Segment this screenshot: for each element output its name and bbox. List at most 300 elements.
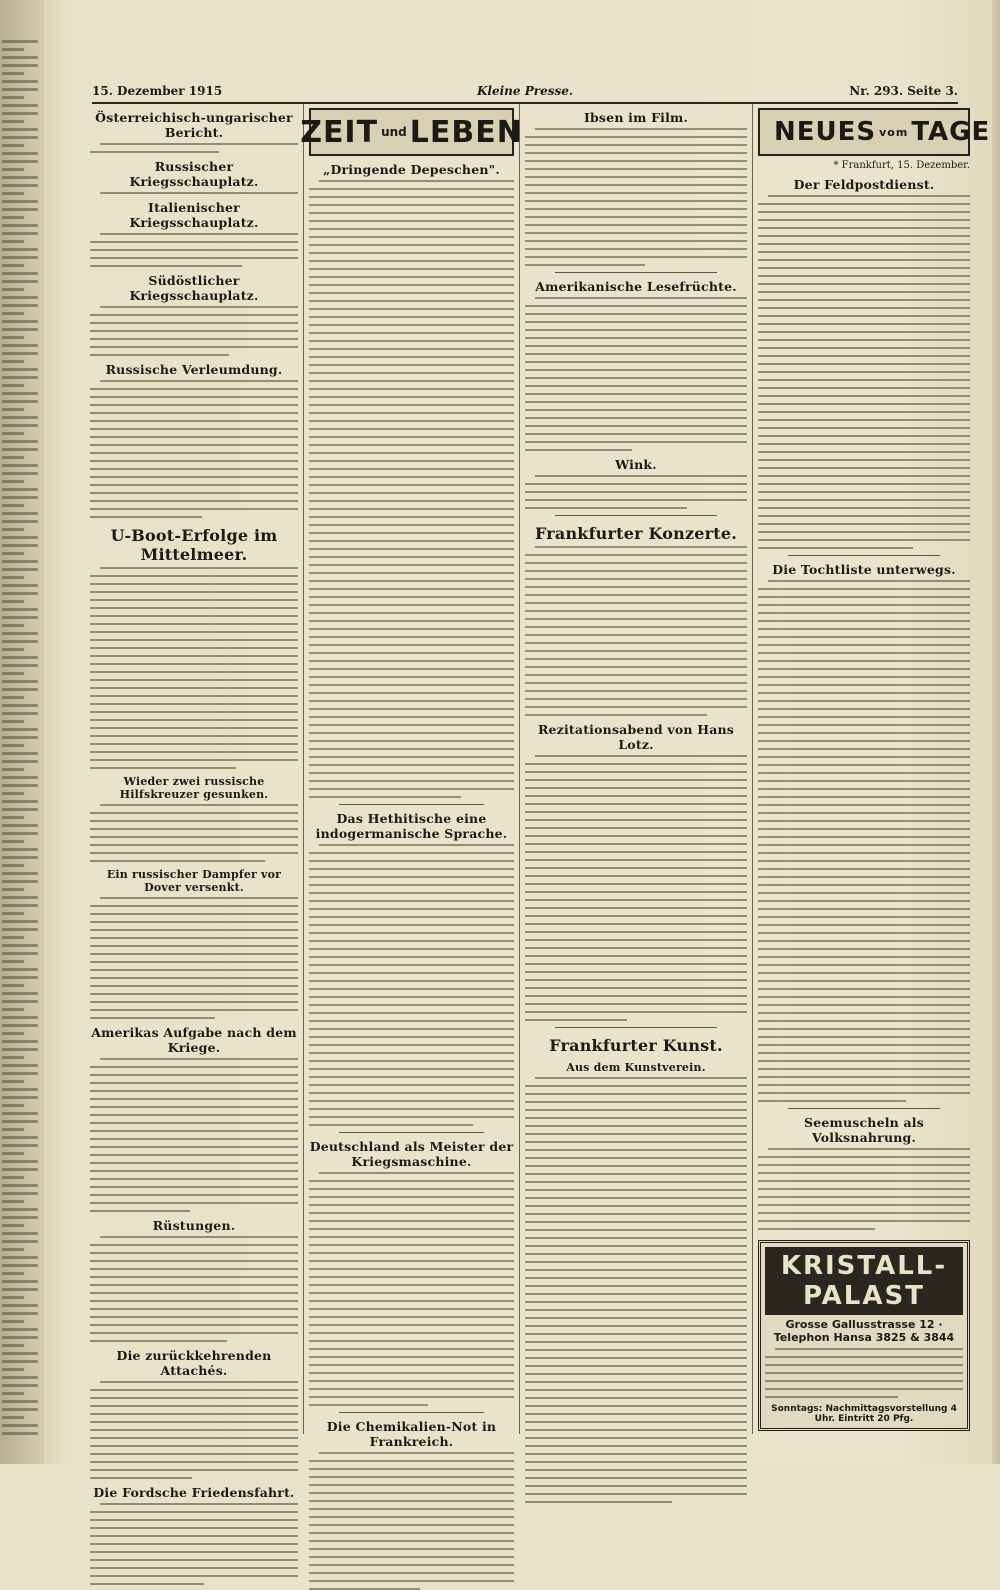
text-line [309, 876, 514, 878]
text-line [309, 852, 514, 854]
text-line [90, 703, 298, 705]
binding-text-fragment [2, 608, 38, 611]
binding-text-fragment [2, 1008, 24, 1011]
binding-text-fragment [2, 56, 38, 59]
text-line [90, 1098, 298, 1100]
text-line [309, 1012, 514, 1014]
text-line [525, 499, 747, 501]
page-edge [992, 0, 1000, 1464]
binding-edge [0, 0, 44, 1464]
text-line [525, 1133, 747, 1135]
text-line [525, 1485, 747, 1487]
binding-text-fragment [2, 664, 38, 667]
text-line [90, 647, 298, 649]
text-line [309, 892, 514, 894]
text-line [309, 1532, 514, 1534]
text-line [525, 417, 747, 419]
text-line [90, 1186, 298, 1188]
text-line [90, 1074, 298, 1076]
text-line [90, 985, 298, 987]
page-header [92, 86, 958, 104]
text-line [309, 916, 514, 918]
text-line [90, 639, 298, 641]
text-line [90, 1567, 298, 1569]
text-line [90, 812, 298, 814]
binding-text-fragment [2, 1360, 38, 1363]
binding-text-fragment [2, 1208, 38, 1211]
text-line [525, 449, 632, 451]
text-line [535, 297, 747, 299]
text-line [758, 411, 970, 413]
binding-text-fragment [2, 1128, 24, 1131]
headline: Deutschland als Meister der Kriegsmaschine. [309, 1139, 514, 1169]
text-line [309, 380, 514, 382]
text-line [90, 953, 298, 955]
text-line [525, 554, 747, 556]
binding-text-fragment [2, 1224, 24, 1227]
binding-text-fragment [2, 680, 38, 683]
binding-text-fragment [2, 1424, 38, 1427]
text-line [758, 820, 970, 822]
logo-word: TAGE [911, 117, 991, 147]
text-line [90, 1268, 298, 1270]
binding-text-fragment [2, 1072, 38, 1075]
binding-text-fragment [2, 1000, 38, 1003]
binding-text-fragment [2, 1096, 38, 1099]
text-line [758, 243, 970, 245]
text-line [309, 1516, 514, 1518]
binding-text-fragment [2, 728, 38, 731]
text-line [525, 507, 687, 509]
headline: Das Hethitische eine indogermanische Sprache. [315, 811, 508, 841]
text-line [758, 1188, 970, 1190]
text-line [758, 1036, 970, 1038]
text-line [90, 860, 265, 862]
text-line [758, 1164, 970, 1166]
text-line [758, 1156, 970, 1158]
text-line [758, 988, 970, 990]
text-line [525, 409, 747, 411]
text-line [90, 1340, 227, 1342]
text-line [758, 427, 970, 429]
text-line [309, 1460, 514, 1462]
article-body [525, 128, 747, 266]
text-line [309, 388, 514, 390]
text-line [309, 548, 514, 550]
binding-text-fragment [2, 472, 38, 475]
text-line [90, 428, 298, 430]
text-line [90, 1210, 190, 1212]
binding-text-fragment [2, 496, 38, 499]
text-line [90, 1437, 298, 1439]
text-line [525, 867, 747, 869]
text-line [90, 1397, 298, 1399]
text-line [90, 836, 298, 838]
text-line [90, 1244, 298, 1246]
text-line [309, 1476, 514, 1478]
binding-text-fragment [2, 104, 38, 107]
text-line [309, 796, 461, 798]
text-line [758, 716, 970, 718]
text-line [758, 323, 970, 325]
headline: Die zurückkehrenden Attachés. [116, 1348, 272, 1378]
binding-text-fragment [2, 456, 24, 459]
text-line [90, 1308, 298, 1310]
divider [788, 555, 940, 556]
binding-text-fragment [2, 480, 24, 483]
text-line [758, 475, 970, 477]
headline: Südöstlicher Kriegsschauplatz. [129, 273, 259, 303]
text-line [758, 708, 970, 710]
text-line [525, 1221, 747, 1223]
text-line [90, 444, 298, 446]
text-line [758, 1204, 970, 1206]
text-line [758, 892, 970, 894]
binding-text-fragment [2, 328, 38, 331]
text-line [525, 827, 747, 829]
binding-text-fragment [2, 1160, 38, 1163]
text-line [90, 492, 298, 494]
column-rule [303, 104, 304, 1434]
text-line [90, 767, 236, 769]
text-line [319, 1172, 514, 1174]
text-line [90, 1453, 298, 1455]
headline: Die Tochtliste unterwegs. [772, 562, 956, 577]
headline: Der Feldpostdienst. [793, 177, 935, 192]
text-line [309, 1500, 514, 1502]
text-line [758, 980, 970, 982]
binding-text-fragment [2, 1304, 38, 1307]
binding-text-fragment [2, 1200, 24, 1203]
text-line [90, 687, 298, 689]
headline: Frankfurter Kunst. [549, 1036, 723, 1055]
text-line [90, 937, 298, 939]
text-line [90, 663, 298, 665]
binding-text-fragment [2, 200, 38, 203]
text-line [309, 588, 514, 590]
text-line [90, 591, 298, 593]
text-line [525, 192, 747, 194]
text-line [90, 338, 298, 340]
binding-text-fragment [2, 1272, 24, 1275]
text-line [100, 1381, 298, 1383]
binding-text-fragment [2, 1368, 24, 1371]
text-line [309, 412, 514, 414]
text-line [309, 956, 514, 958]
logo-word: vom [879, 125, 909, 139]
text-line [758, 588, 970, 590]
text-line [525, 1325, 747, 1327]
text-line [525, 931, 747, 933]
text-line [525, 491, 747, 493]
text-line [768, 195, 970, 197]
text-line [309, 1052, 514, 1054]
text-line [309, 1092, 514, 1094]
text-line [309, 196, 514, 198]
text-line [525, 216, 747, 218]
binding-text-fragment [2, 352, 38, 355]
text-line [525, 1229, 747, 1231]
article-body [309, 1452, 514, 1590]
text-line [525, 714, 707, 716]
text-line [525, 1405, 747, 1407]
binding-text-fragment [2, 488, 38, 491]
text-line [90, 1106, 298, 1108]
text-line [758, 900, 970, 902]
ad-body [765, 1348, 963, 1398]
text-line [90, 1138, 298, 1140]
text-line [758, 483, 970, 485]
article-body [90, 897, 298, 1019]
text-line [525, 771, 747, 773]
text-line [758, 443, 970, 445]
text-line [758, 531, 970, 533]
binding-text-fragment [2, 1136, 38, 1139]
text-line [758, 315, 970, 317]
text-line [309, 436, 514, 438]
text-line [775, 1348, 963, 1350]
article-body [758, 195, 970, 549]
binding-text-fragment [2, 208, 38, 211]
text-line [90, 1146, 298, 1148]
article-body [90, 1236, 298, 1342]
text-line [525, 1421, 747, 1423]
binding-text-fragment [2, 1296, 24, 1299]
text-line [90, 969, 298, 971]
text-line [525, 1085, 747, 1087]
text-line [309, 1348, 514, 1350]
text-line [525, 1453, 747, 1455]
text-line [309, 404, 514, 406]
text-line [758, 1076, 970, 1078]
text-line [758, 628, 970, 630]
text-line [758, 692, 970, 694]
headline: „Dringende Depeschen". [323, 162, 500, 177]
binding-text-fragment [2, 184, 38, 187]
text-line [90, 257, 298, 259]
article-body [525, 297, 747, 451]
text-line [758, 620, 970, 622]
binding-text-fragment [2, 656, 38, 659]
text-line [309, 1508, 514, 1510]
text-line [90, 1477, 192, 1479]
binding-text-fragment [2, 176, 38, 179]
binding-text-fragment [2, 856, 38, 859]
text-line [525, 313, 747, 315]
binding-text-fragment [2, 264, 24, 267]
text-line [90, 1551, 298, 1553]
text-line [309, 1244, 514, 1246]
text-line [758, 523, 970, 525]
text-line [758, 924, 970, 926]
text-line [309, 508, 514, 510]
text-line [758, 868, 970, 870]
text-line [525, 674, 747, 676]
binding-text-fragment [2, 1384, 38, 1387]
ad-footer: Sonntags: Nachmittagsvorstellung 4 Uhr. Eintritt 20 Pfg. [771, 1404, 957, 1424]
text-line [535, 475, 747, 477]
text-line [768, 1148, 970, 1150]
binding-text-fragment [2, 616, 38, 619]
text-line [90, 977, 298, 979]
text-line [90, 993, 298, 995]
text-line [758, 507, 970, 509]
text-line [525, 337, 747, 339]
text-line [309, 1300, 514, 1302]
text-line [525, 1381, 747, 1383]
binding-text-fragment [2, 1408, 38, 1411]
binding-text-fragment [2, 272, 38, 275]
text-line [309, 708, 514, 710]
text-line [758, 435, 970, 437]
binding-text-fragment [2, 368, 38, 371]
text-line [90, 1194, 298, 1196]
text-line [309, 644, 514, 646]
binding-text-fragment [2, 512, 38, 515]
text-line [525, 795, 747, 797]
binding-text-fragment [2, 544, 38, 547]
binding-text-fragment [2, 96, 24, 99]
text-line [309, 420, 514, 422]
text-line [309, 668, 514, 670]
article-body [90, 804, 298, 862]
text-line [525, 698, 747, 700]
text-line [525, 1493, 747, 1495]
binding-text-fragment [2, 392, 38, 395]
ad-address: Grosse Gallusstrasse 12 · Telephon Hansa 3825 & 3844 [773, 1318, 955, 1344]
text-line [90, 961, 298, 963]
binding-text-fragment [2, 928, 38, 931]
text-line [90, 655, 298, 657]
text-line [525, 594, 747, 596]
binding-text-fragment [2, 776, 38, 779]
text-line [90, 575, 298, 577]
text-line [309, 1044, 514, 1046]
text-line [525, 1109, 747, 1111]
text-line [525, 248, 747, 250]
divider [788, 1108, 940, 1109]
text-line [309, 580, 514, 582]
text-line [758, 1172, 970, 1174]
text-line [100, 897, 298, 899]
binding-text-fragment [2, 760, 38, 763]
binding-text-fragment [2, 1232, 38, 1235]
text-line [525, 1253, 747, 1255]
text-line [758, 788, 970, 790]
text-line [309, 1268, 514, 1270]
text-line [309, 324, 514, 326]
text-line [525, 160, 747, 162]
text-line [525, 819, 747, 821]
text-line [90, 436, 298, 438]
header-paper-name: Kleine Presse. [477, 84, 574, 98]
binding-text-fragment [2, 792, 24, 795]
text-line [758, 331, 970, 333]
binding-text-fragment [2, 336, 24, 339]
text-line [758, 203, 970, 205]
text-line [319, 1452, 514, 1454]
text-line [758, 267, 970, 269]
text-line [525, 690, 747, 692]
text-line [758, 596, 970, 598]
text-line [525, 666, 747, 668]
text-line [309, 188, 514, 190]
text-line [309, 1100, 514, 1102]
binding-text-fragment [2, 248, 38, 251]
text-line [309, 732, 514, 734]
text-line [309, 1316, 514, 1318]
text-line [90, 820, 298, 822]
text-line [525, 763, 747, 765]
text-line [525, 650, 747, 652]
text-line [309, 1492, 514, 1494]
text-line [309, 1204, 514, 1206]
text-line [525, 891, 747, 893]
binding-text-fragment [2, 320, 38, 323]
text-line [535, 546, 747, 548]
binding-text-fragment [2, 416, 38, 419]
binding-text-fragment [2, 984, 24, 987]
text-line [309, 332, 514, 334]
binding-text-fragment [2, 600, 24, 603]
text-line [525, 136, 747, 138]
text-line [309, 1356, 514, 1358]
binding-text-fragment [2, 824, 38, 827]
binding-text-fragment [2, 992, 38, 995]
binding-text-fragment [2, 344, 38, 347]
text-line [525, 240, 747, 242]
binding-text-fragment [2, 952, 38, 955]
text-line [309, 1276, 514, 1278]
text-line [758, 956, 970, 958]
text-line [90, 671, 298, 673]
text-line [758, 932, 970, 934]
text-line [309, 300, 514, 302]
text-line [90, 452, 298, 454]
binding-text-fragment [2, 584, 38, 587]
text-line [768, 580, 970, 582]
text-line [309, 740, 514, 742]
text-line [90, 1469, 298, 1471]
text-line [309, 1324, 514, 1326]
text-line [309, 316, 514, 318]
text-line [90, 346, 298, 348]
text-line [525, 401, 747, 403]
text-line [765, 1356, 963, 1358]
binding-text-fragment [2, 128, 38, 131]
text-line [309, 1068, 514, 1070]
text-line [758, 676, 970, 678]
text-line [90, 1154, 298, 1156]
text-line [90, 615, 298, 617]
binding-text-fragment [2, 560, 38, 563]
text-line [758, 307, 970, 309]
text-line [309, 980, 514, 982]
text-line [309, 1396, 514, 1398]
binding-text-fragment [2, 696, 24, 699]
binding-text-fragment [2, 808, 38, 811]
binding-text-fragment [2, 864, 24, 867]
binding-text-fragment [2, 256, 38, 259]
text-line [100, 192, 298, 194]
text-line [525, 1165, 747, 1167]
text-line [309, 1308, 514, 1310]
text-line [309, 1260, 514, 1262]
text-line [309, 1372, 514, 1374]
binding-text-fragment [2, 1112, 38, 1115]
text-line [309, 364, 514, 366]
text-line [309, 940, 514, 942]
